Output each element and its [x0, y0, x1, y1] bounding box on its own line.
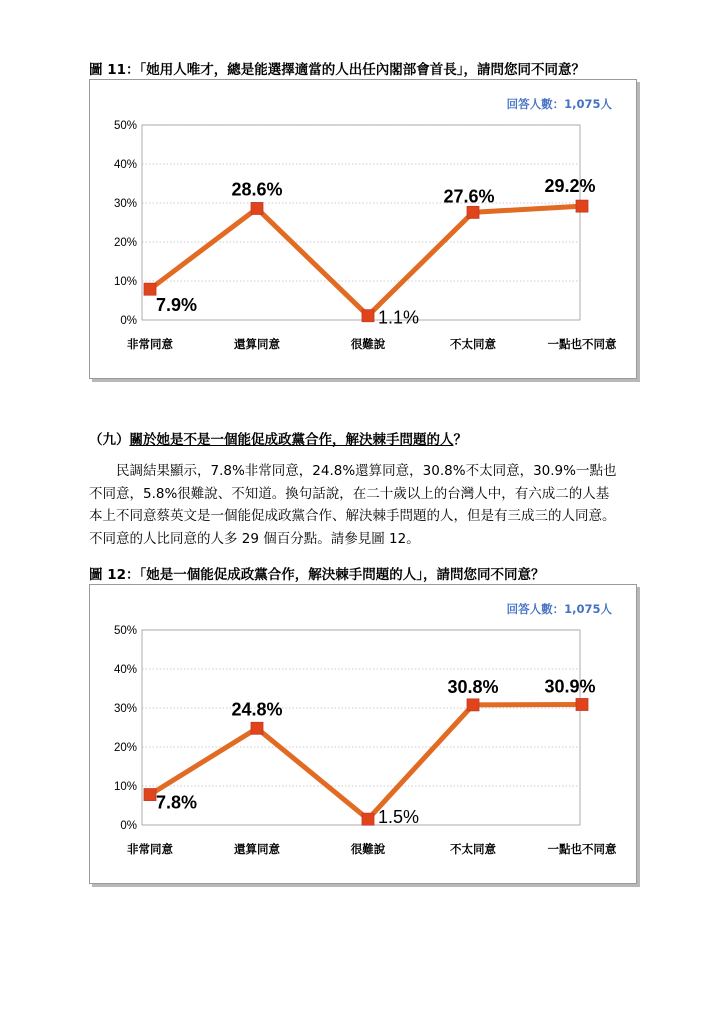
data-label: 1.1% — [378, 307, 420, 328]
plot-area — [142, 125, 580, 320]
data-label: 29.2% — [544, 176, 596, 197]
y-tick-label: 10% — [113, 276, 137, 288]
data-label: 30.9% — [544, 676, 596, 697]
respondent-count-note: 回答人數：1,075人 — [506, 97, 612, 111]
y-tick-label: 10% — [113, 781, 137, 793]
data-point-marker — [467, 699, 479, 711]
paragraph-line: 民調結果顯示，7.8%非常同意，24.8%還算同意，30.8%不太同意，30.9%一點也 — [116, 463, 617, 479]
data-point-marker — [251, 722, 263, 734]
respondent-count-note: 回答人數：1,075人 — [506, 602, 612, 616]
y-tick-label: 0% — [120, 820, 137, 832]
data-point-marker — [362, 813, 374, 825]
x-category-label: 一點也不同意 — [547, 337, 617, 351]
x-category-label: 還算同意 — [234, 337, 280, 351]
data-point-marker — [362, 310, 374, 322]
data-label: 30.8% — [447, 676, 499, 697]
figure-12-title: 圖 12：「她是一個能促成政黨合作，解決棘手問題的人」，請問您同不同意？ — [89, 567, 545, 583]
data-point-marker — [576, 698, 588, 710]
x-category-label: 非常同意 — [127, 337, 173, 351]
data-label: 1.5% — [378, 807, 420, 828]
chart-11 — [90, 80, 636, 378]
figure-11-title: 圖 11：「她用人唯才，總是能選擇適當的人出任內閣部會首長」，請問您同不同意？ — [89, 62, 585, 78]
y-tick-label: 0% — [120, 315, 137, 327]
y-tick-label: 30% — [113, 198, 137, 210]
y-tick-label: 20% — [113, 237, 137, 249]
data-label: 28.6% — [231, 179, 283, 200]
data-label: 24.8% — [231, 699, 283, 720]
chart-11-frame — [89, 79, 637, 379]
y-tick-label: 50% — [113, 120, 137, 132]
data-point-marker — [144, 283, 156, 295]
x-category-label: 不太同意 — [450, 337, 496, 351]
x-category-label: 很難說 — [350, 842, 386, 856]
x-category-label: 還算同意 — [234, 842, 280, 856]
data-point-marker — [251, 202, 263, 214]
chart-12 — [90, 585, 636, 883]
section-heading — [89, 428, 467, 448]
paragraph-line: 不同意的人比同意的人多 29 個百分點。請參見圖 12。 — [89, 530, 420, 547]
section-suffix: ？ — [453, 432, 467, 448]
section-prefix: （九） — [89, 432, 130, 448]
data-point-marker — [467, 206, 479, 218]
series-line — [150, 206, 582, 316]
data-point-marker — [144, 789, 156, 801]
data-label: 27.6% — [443, 186, 495, 207]
y-tick-label: 50% — [113, 625, 137, 637]
x-category-label: 不太同意 — [450, 842, 496, 856]
x-category-label: 非常同意 — [127, 842, 173, 856]
x-category-label: 一點也不同意 — [547, 842, 617, 856]
paragraph-line: 本上不同意蔡英文是一個能促成政黨合作、解決棘手問題的人，但是有三成三的人同意。 — [89, 508, 616, 524]
plot-area — [142, 630, 580, 828]
data-point-marker — [576, 200, 588, 212]
y-tick-label: 40% — [113, 159, 137, 171]
paragraph-line: 不同意，5.8%很難說、不知道。換句話說，在二十歲以上的台灣人中，有六成二的人基 — [89, 485, 610, 502]
data-label: 7.8% — [156, 792, 198, 813]
y-tick-label: 30% — [113, 703, 137, 715]
result-paragraph — [89, 460, 649, 550]
y-tick-label: 40% — [113, 664, 137, 676]
chart-12-frame — [89, 584, 637, 884]
series-line — [150, 704, 582, 819]
y-tick-label: 20% — [113, 742, 137, 754]
data-label: 7.9% — [156, 295, 198, 316]
section-heading-text: 關於她是不是一個能促成政黨合作，解決棘手問題的人 — [129, 432, 454, 448]
x-category-label: 很難說 — [350, 337, 386, 351]
